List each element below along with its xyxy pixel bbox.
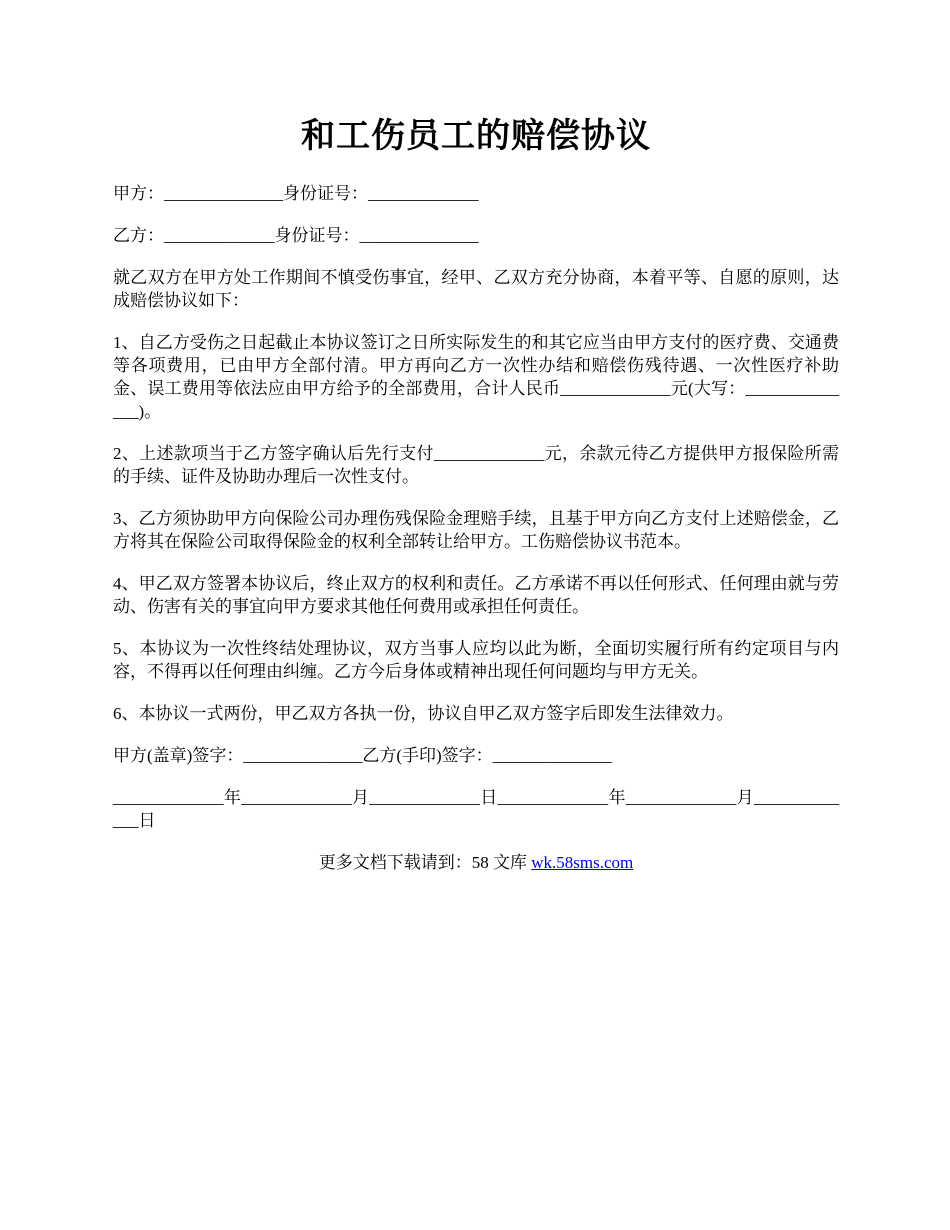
download-footer: [113, 851, 839, 874]
signature-line: 甲方(盖章)签字：______________乙方(手印)签字：______________: [113, 746, 612, 765]
party-b-line: 乙方：_____________身份证号：______________: [113, 226, 479, 245]
clause-1: 1、自乙方受伤之日起截止本协议签订之日所实际发生的和其它应当由甲方支付的医疗费、交通费等各项费用，已由甲方全部付清。甲方再向乙方一次性办结和赔偿伤残待遇、一次性医疗补助金、误工费用等依法应由甲方给予的全部费用，合计人民币_____________元(大写：______________)。: [113, 333, 839, 421]
clause-5: 5、本协议为一次性终结处理协议，双方当事人应均以此为断，全面切实履行所有约定项目与内容，不得再以任何理由纠缠。乙方今后身体或精神出现任何问题均与甲方无关。: [113, 639, 839, 681]
intro-paragraph: 就乙双方在甲方处工作期间不慎受伤事宜，经甲、乙双方充分协商，本着平等、自愿的原则，达成赔偿协议如下：: [113, 268, 839, 310]
party-a-line: 甲方：______________身份证号：_____________: [113, 184, 479, 203]
clause-2: 2、上述款项当于乙方签字确认后先行支付_____________元，余款元待乙方提供甲方报保险所需的手续、证件及协助办理后一次性支付。: [113, 444, 839, 486]
date-line: _____________年_____________月_____________日_____________年_____________月_____________日: [113, 788, 839, 830]
clause-3: 3、乙方须协助甲方向保险公司办理伤残保险金理赔手续，且基于甲方向乙方支付上述赔偿金，乙方将其在保险公司取得保险金的权利全部转让给甲方。工伤赔偿协议书范本。: [113, 509, 839, 551]
clause-4: 4、甲乙双方签署本协议后，终止双方的权利和责任。乙方承诺不再以任何形式、任何理由就与劳动、伤害有关的事宜向甲方要求其他任何费用或承担任何责任。: [113, 574, 839, 616]
document-page: [113, 112, 839, 874]
footer-link[interactable]: wk.58sms.com: [531, 853, 634, 872]
clause-6: 6、本协议一式两份，甲乙双方各执一份，协议自甲乙双方签字后即发生法律效力。: [113, 704, 734, 723]
footer-prefix: 更多文档下载请到：58 文库: [318, 853, 532, 872]
document-title: 和工伤员工的赔偿协议: [301, 118, 651, 155]
